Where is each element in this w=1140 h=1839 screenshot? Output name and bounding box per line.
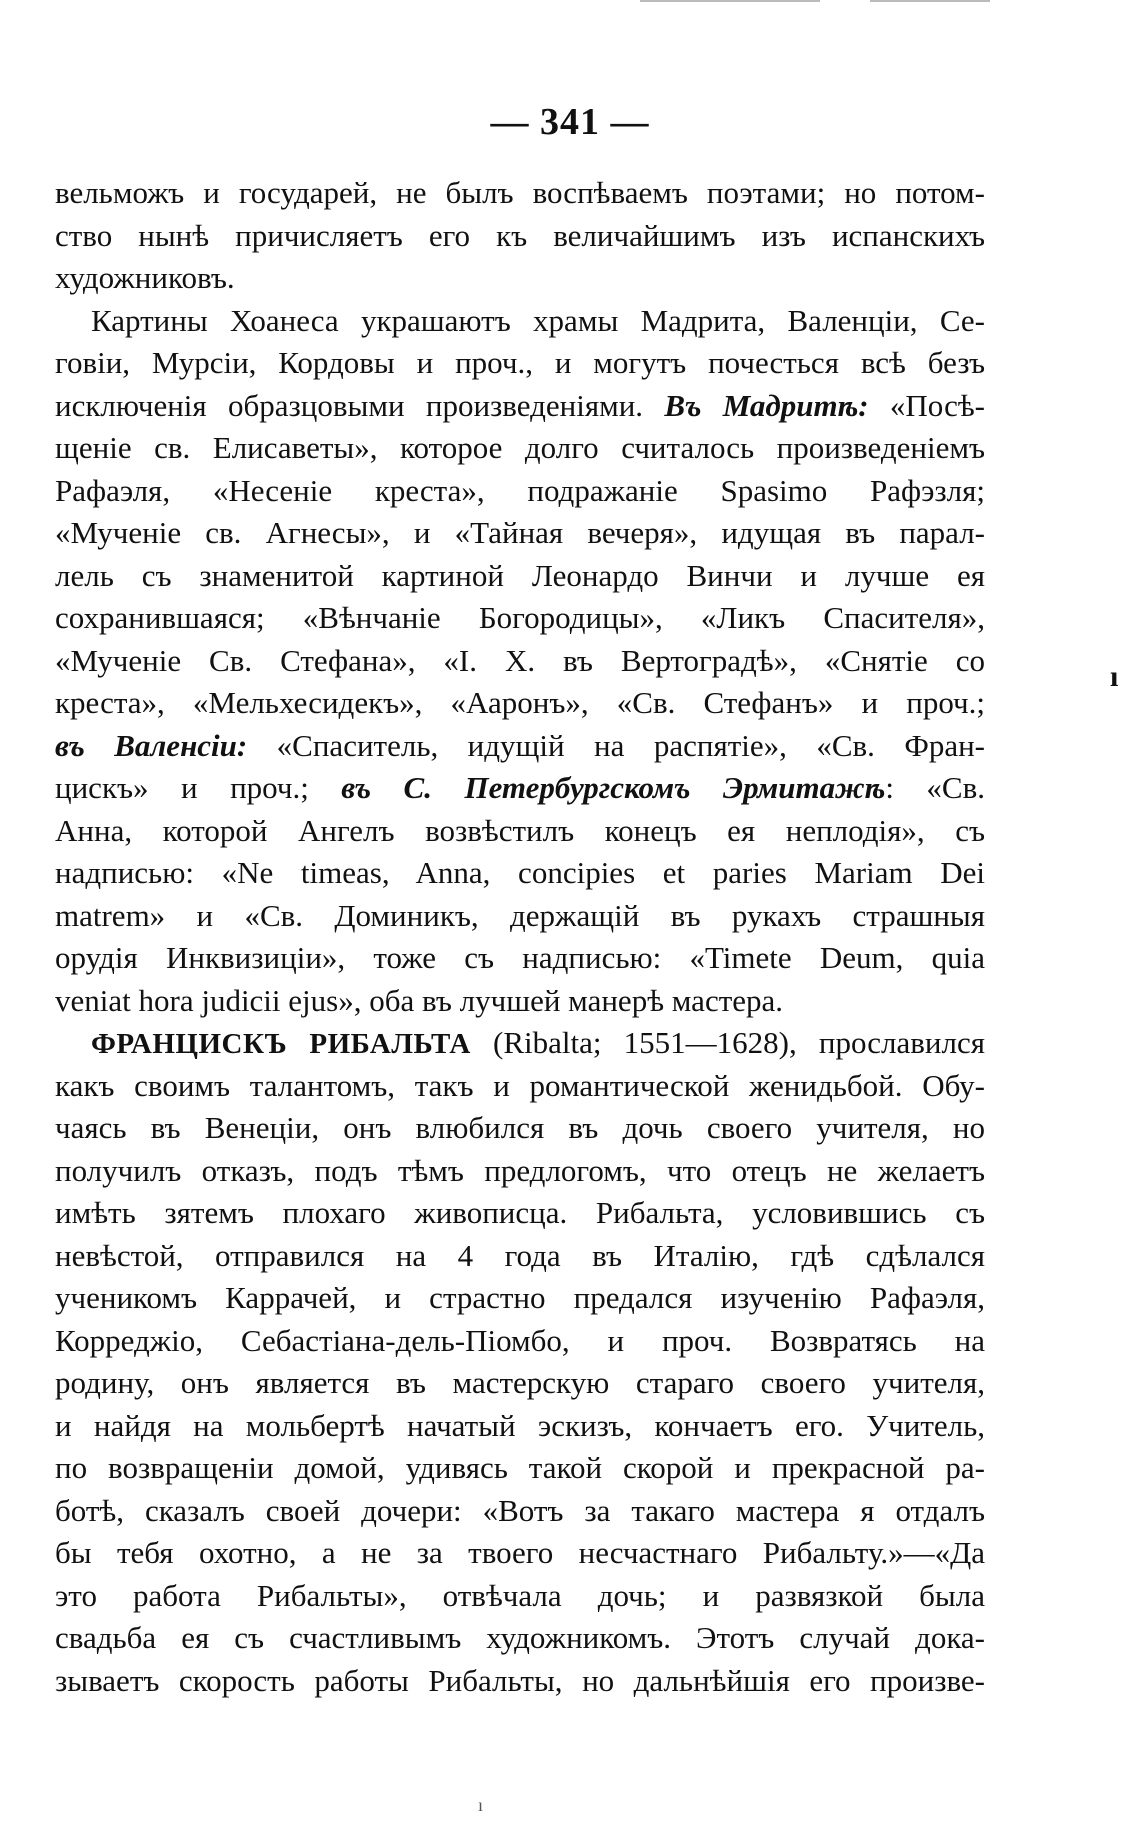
paper-speck: ı [478,1795,484,1815]
text-line [55,342,985,385]
text-segment: родину, онъ является въ мастерскую стараго своего учителя, [55,1365,985,1400]
text-segment: какъ своимъ талантомъ, такъ и романтической женидьбой. Обу- [55,1067,985,1103]
text-segment: орудія Инквизиціи», тоже съ надписью: «Timete Deum, quia [55,940,985,975]
text-segment: : «Св. [885,770,985,805]
text-segment: креста», «Мельхесидекъ», «Ааронъ», «Св. Стефанъ» и проч.; [55,685,985,720]
text-segment: имѣть зятемъ плохаго живописца. Рибальта, условившись съ [55,1195,985,1230]
text-line [55,427,985,470]
text-line [55,1617,985,1660]
text-segment: «Посѣ- [868,387,985,423]
text-line [55,895,985,938]
text-segment: «Спаситель, идущій на распятіе», «Св. Фран- [247,727,985,763]
text-segment: сохранившаяся; «Вѣнчаніе Богородицы», «Ликъ Спасителя», [55,600,985,635]
italic-location: въ С. Петербургскомъ Эрмитажѣ [341,770,886,805]
text-segment: «Мученіе Св. Стефана», «І. Х. въ Вертоградѣ», «Снятіе со [55,642,985,678]
text-line [55,1660,985,1703]
text-segment: бы тебя охотно, а не за твоего несчастнаго Рибальту.»—«Да [55,1535,985,1570]
text-segment: надписью: «Ne timeas, Anna, concipies et paries Mariam Dei [55,855,985,890]
text-segment: художниковъ. [55,260,235,295]
person-name-heading: ФРАНЦИСКЪ РИБАЛЬТА [91,1028,471,1060]
text-line [55,1235,985,1278]
text-line [55,682,985,725]
text-segment: Рафаэля, «Несеніе креста», подражаніе Spasimo Рафэзля; [55,472,985,508]
text-line [55,1277,985,1320]
text-segment: чаясь въ Венеціи, онъ влюбился въ дочь своего учителя, но [55,1110,985,1145]
text-line [55,937,985,980]
text-line [55,257,985,300]
text-segment: Корреджіо, Себастіана-дель-Піомбо, и проч. Возвратясь на [55,1322,985,1358]
text-segment: лель съ знаменитой картиной Леонардо Винчи и лучше ея [55,557,985,593]
text-line [55,1065,985,1108]
text-segment: говіи, Мурсіи, Кордовы и проч., и могутъ почесться всѣ безъ [55,345,985,380]
italic-location: Въ Мадритѣ: [664,387,869,423]
text-segment: зываетъ скорость работы Рибальты, но дальнѣйшія его произве- [55,1662,985,1698]
text-line [55,1362,985,1405]
text-line [55,172,985,215]
text-segment: это работа Рибальты», отвѣчала дочь; и развязкой была [55,1577,985,1613]
text-line [55,1405,985,1448]
page-number: — 341 — [490,101,650,143]
text-line [55,470,985,513]
text-line [55,810,985,853]
text-segment: (Ribalta; 1551—1628), прославился [470,1025,985,1060]
text-line [55,1107,985,1150]
text-segment: Картины Хоанеса украшаютъ храмы Мадрита, Валенціи, Се- [91,302,985,338]
top-edge-rule [870,0,990,2]
margin-mark: ı [1110,660,1119,693]
text-line [55,1575,985,1618]
text-line [55,640,985,683]
text-segment: цискъ» и проч.; [55,770,342,805]
text-segment: получилъ отказъ, подъ тѣмъ предлогомъ, что отецъ не желаетъ [55,1152,985,1188]
text-line [55,512,985,555]
text-segment: и найдя на мольбертѣ начатый эскизъ, кончаетъ его. Учитель, [55,1407,985,1443]
text-segment: свадьба ея съ счастливымъ художникомъ. Этотъ случай дока- [55,1620,985,1655]
text-segment: matrem» и «Св. Доминикъ, держащій въ рукахъ страшныя [55,897,985,933]
text-segment: Анна, которой Ангелъ возвѣстилъ конецъ ея неплодія», съ [55,812,985,848]
text-segment: «Мученіе св. Агнесы», и «Тайная вечеря», идущая въ парал- [55,515,985,550]
text-segment: по возвращеніи домой, удивясь такой скорой и прекрасной ра- [55,1450,985,1485]
text-line [55,597,985,640]
italic-location: въ Валенсіи: [55,727,248,763]
text-segment: исключенія образцовыми произведеніями. [55,387,665,423]
text-line [55,1447,985,1490]
top-edge-rule [640,0,820,2]
text-line [55,1320,985,1363]
text-line [55,215,985,258]
text-segment: ство нынѣ причисляетъ его къ величайшимъ изъ испанскихъ [55,217,985,253]
text-line [55,1022,985,1065]
text-segment: щеніе св. Елисаветы», которое долго считалось произведеніемъ [55,430,985,465]
body-text [55,172,985,1702]
text-segment: невѣстой, отправился на 4 года въ Италію, гдѣ сдѣлался [55,1237,985,1273]
text-line [55,1532,985,1575]
text-line [55,1192,985,1235]
text-line [55,725,985,768]
text-line [55,300,985,343]
text-segment: veniat hora judicii ejus», оба въ лучшей манерѣ мастера. [55,982,784,1018]
text-segment: ботѣ, сказалъ своей дочери: «Вотъ за такаго мастера я отдалъ [55,1492,985,1528]
text-line [55,852,985,895]
text-line [55,767,985,810]
text-line [55,385,985,428]
text-segment: вельможъ и государей, не былъ воспѣваемъ поэтами; но потом- [55,175,985,210]
text-line [55,555,985,598]
text-line [55,1150,985,1193]
text-line [55,980,985,1023]
text-line [55,1490,985,1533]
text-segment: ученикомъ Каррачей, и страстно предался изученію Рафаэля, [55,1280,985,1315]
